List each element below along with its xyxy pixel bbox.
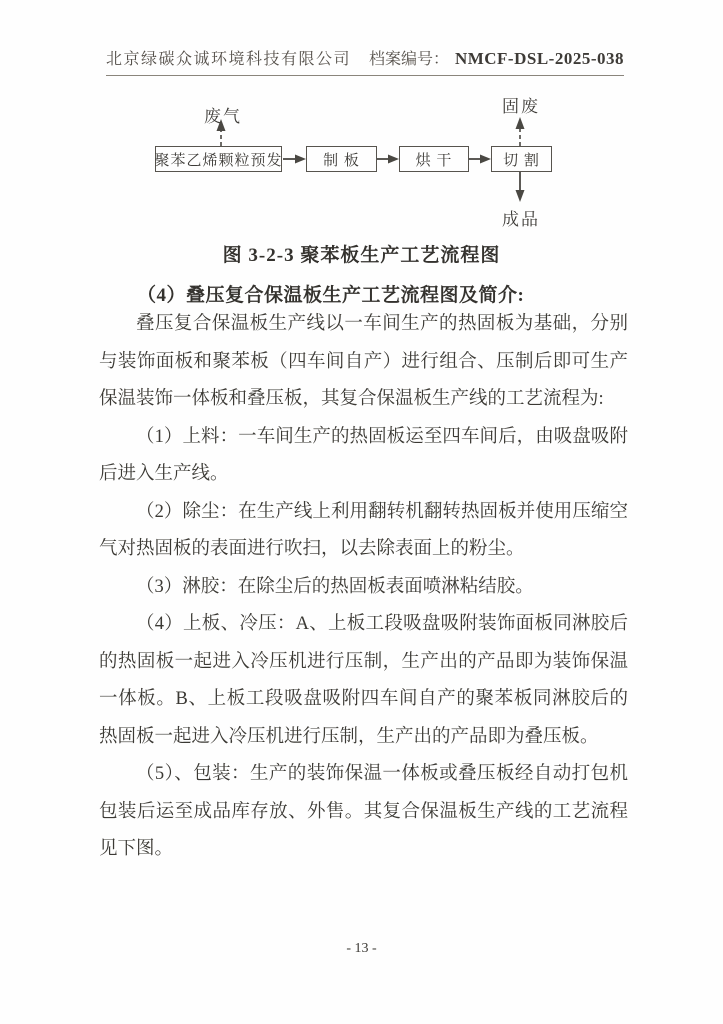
body-paragraph: （5）、包装：生产的装饰保温一体板或叠压板经自动打包机包装后运至成品库存放、外售。其复合保温板生产线的工艺流程见下图。: [99, 764, 628, 859]
body-paragraph: （3）淋胶：在除尘后的热固板表面喷淋粘结胶。: [136, 576, 534, 597]
archive-label: 档案编号：: [368, 51, 449, 68]
solid-waste-label: 固废: [502, 97, 540, 116]
body-paragraph: （4）上板、冷压：A、上板工段吸盘吸附装饰面板同淋胶后的热固板一起进入冷压机进行压制，生产出的产品即为装饰保温一体板。B、上板工段吸盘吸附四车间自产的聚苯板同淋胶后的热固板一起进入冷压机进行压制，生产出的产品即为叠压板。: [99, 614, 628, 747]
archive-number-block: [369, 46, 624, 69]
flow-arrow-2: [377, 155, 399, 164]
product-arrow: [516, 172, 525, 202]
flow-arrow-1: [283, 155, 306, 164]
flow-box-cutting: 切 割: [491, 146, 552, 172]
page-number: - 13 -: [346, 941, 377, 956]
product-label: 成品: [502, 210, 540, 229]
flow-box-board-forming: 制 板: [306, 146, 377, 172]
figure-caption: 图 3-2-3 聚苯板生产工艺流程图: [222, 245, 501, 266]
section-heading: （4）叠压复合保温板生产工艺流程图及简介:: [137, 285, 525, 306]
company-name: 北京绿碳众诚环境科技有限公司: [106, 51, 352, 68]
body-text: [99, 306, 628, 869]
flow-box-pre-expansion: 聚苯乙烯颗粒预发: [155, 146, 282, 172]
waste-gas-label: 废气: [204, 107, 242, 126]
body-paragraph: 叠压复合保温板生产线以一车间生产的热固板为基础，分别与装饰面板和聚苯板（四车间自产）进行组合、压制后即可生产保温装饰一体板和叠压板，其复合保温板生产线的工艺流程为:: [99, 314, 628, 409]
process-flowchart: [0, 90, 723, 235]
flow-arrow-3: [469, 155, 491, 164]
page-header: [106, 46, 624, 76]
flow-box-drying: 烘 干: [399, 146, 469, 172]
body-paragraph: （1）上料：一车间生产的热固板运至四车间后，由吸盘吸附后进入生产线。: [99, 426, 628, 484]
solid-waste-arrow: [516, 117, 525, 146]
archive-number: NMCF-DSL-2025-038: [454, 49, 624, 68]
body-paragraph: （2）除尘：在生产线上利用翻转机翻转热固板并使用压缩空气对热固板的表面进行吹扫，以去除表面上的粉尘。: [99, 501, 628, 559]
